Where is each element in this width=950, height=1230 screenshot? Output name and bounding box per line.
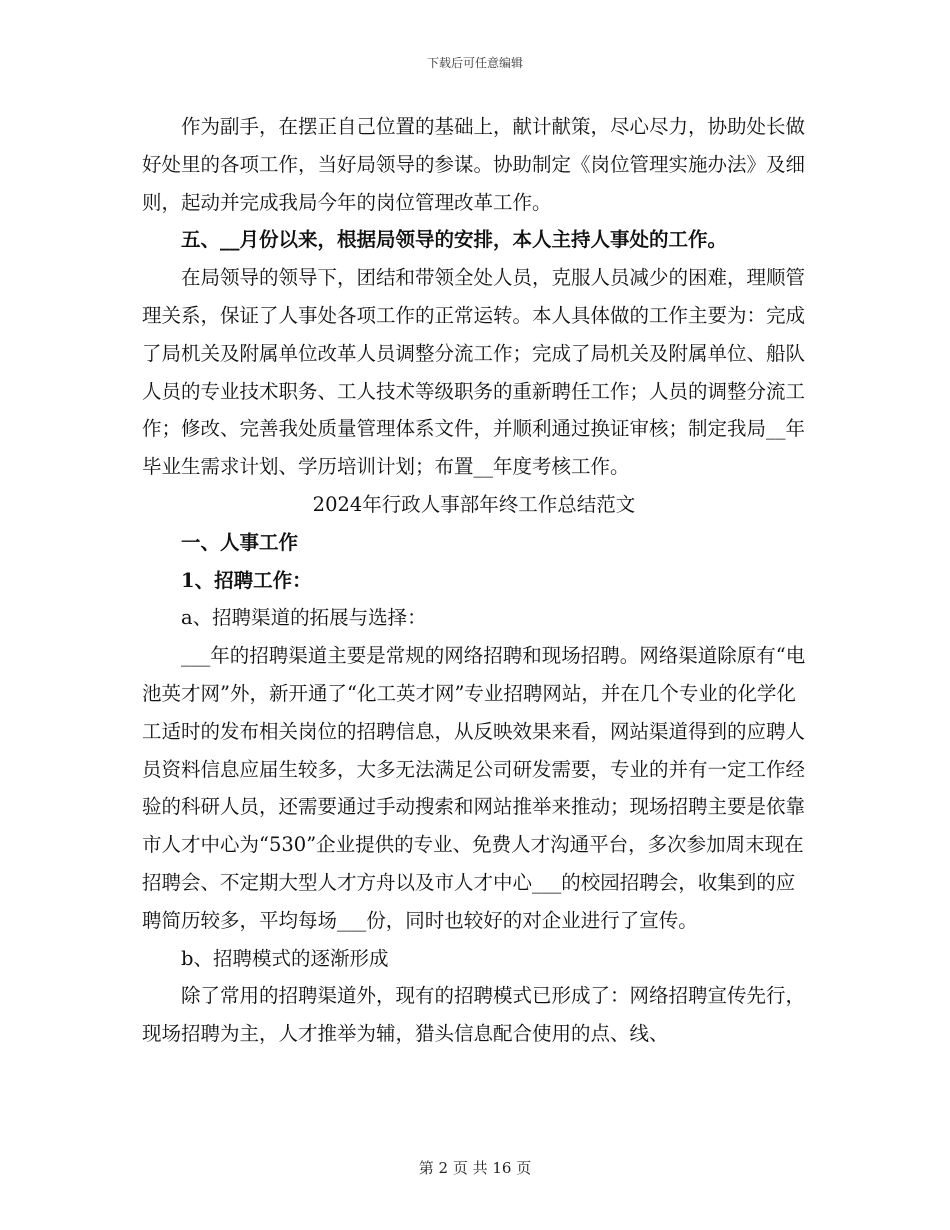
paragraph-model: 除了常用的招聘渠道外，现有的招聘模式已形成了：网络招聘宣传先行，现场招聘为主，人才推举为辅，猎头信息配合使用的点、线、 [142,984,806,1046]
document-title: 2024年行政人事部年终工作总结范文 [312,492,636,516]
paragraph-channels: ___年的招聘渠道主要是常规的网络招聘和现场招聘。网络渠道除原有“电池英才网”外，新开通了“化工英才网”专业招聘网站，并在几个专业的化学化工适时的发布相关岗位的招聘信息，从反映效果来看，网站渠道得到的应聘人员资料信息应届生较多，大多无法满足公司研发需要，专业的并有一定工作经验的科研人员，还需要通过手动搜索和网站推举来推动；现场招聘主要是依靠市人才中心为“530”企业提供的专业、免费人才沟通平台，多次参加周末现在招聘会、不定期大型人才方舟以及市人才中心___的校园招聘会，收集到的应聘简历较多，平均每场___份，同时也较好的对企业进行了宣传。 [142,644,806,932]
item-heading-channels: a、招聘渠道的拓展与选择： [181,606,427,630]
paragraph-vice-role: 作为副手，在摆正自己位置的基础上，献计献策，尽心尽力，协助处长做好处里的各项工作，当好局领导的参谋。协助制定《岗位管理实施办法》及细则，起动并完成我局今年的岗位管理改革工作。 [142,115,806,214]
page-header: 下载后可任意编辑 [426,56,523,70]
paragraph-hr-work: 在局领导的领导下，团结和带领全处人员，克服人员减少的困难，理顺管理关系，保证了人事处各项工作的正常运转。本人具体做的工作主要为：完成了局机关及附属单位改革人员调整分流工作；完成了局机关及附属单位、船队人员的专业技术职务、工人技术等级职务的重新聘任工作；人员的调整分流工作；修改、完善我处质量管理体系文件，并顺利通过换证审核；制定我局__年毕业生需求计划、学历培训计划；布置__年度考核工作。 [142,266,806,479]
page-footer: 第 2 页 共 16 页 [418,1159,532,1177]
document-body [142,108,806,1053]
section-heading-five: 五、__月份以来，根据局领导的安排，本人主持人事处的工作。 [181,228,728,252]
subsection-heading-recruitment: 1、招聘工作： [181,568,312,592]
section-heading-personnel: 一、人事工作 [181,530,299,554]
item-heading-model: b、招聘模式的逐渐形成 [181,946,389,970]
